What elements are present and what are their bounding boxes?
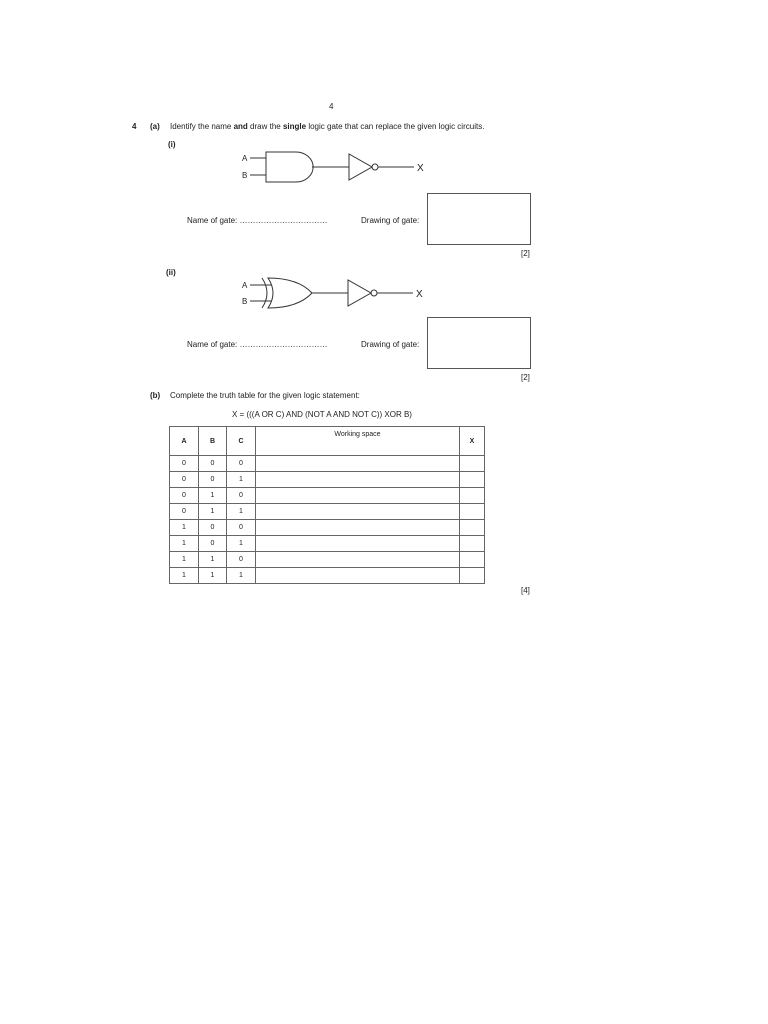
table-row (170, 536, 485, 552)
cell-a: 0 (170, 504, 199, 520)
cell-a: 1 (170, 568, 199, 584)
cell-x[interactable] (460, 552, 485, 568)
cell-c: 1 (227, 568, 256, 584)
not-gate-symbol (349, 154, 372, 180)
truth-table-header-row (170, 427, 485, 456)
cell-a: 0 (170, 488, 199, 504)
cell-c: 0 (227, 552, 256, 568)
name-of-gate-ii: Name of gate: …………………………… (187, 340, 328, 349)
drawing-box-ii[interactable] (427, 317, 531, 369)
cell-b: 1 (199, 504, 227, 520)
cell-working[interactable] (256, 568, 460, 584)
part-b-label: (b) (150, 391, 161, 400)
cell-working[interactable] (256, 472, 460, 488)
cell-b: 0 (199, 536, 227, 552)
cell-working[interactable] (256, 520, 460, 536)
cell-x[interactable] (460, 536, 485, 552)
question-number: 4 (132, 122, 137, 131)
circuit-i-diagram (238, 148, 478, 198)
sub-i-label: (i) (168, 140, 176, 149)
cell-working[interactable] (256, 552, 460, 568)
header-b: B (199, 427, 227, 456)
table-row (170, 456, 485, 472)
table-row (170, 504, 485, 520)
and-gate-symbol (266, 152, 313, 182)
cell-c: 0 (227, 488, 256, 504)
marks-b: [4] (521, 586, 530, 595)
table-row (170, 568, 485, 584)
truth-table (169, 426, 485, 584)
circuit-i-input-b-label: B (242, 171, 248, 180)
header-c: C (227, 427, 256, 456)
circuit-i-input-a-label: A (242, 154, 248, 163)
circuit-ii-input-a-label: A (242, 281, 248, 290)
cell-b: 1 (199, 488, 227, 504)
table-row (170, 552, 485, 568)
header-a: A (170, 427, 199, 456)
circuit-ii-input-b-label: B (242, 297, 248, 306)
cell-x[interactable] (460, 568, 485, 584)
header-x: X (460, 427, 485, 456)
cell-working[interactable] (256, 536, 460, 552)
cell-x[interactable] (460, 456, 485, 472)
header-working-space: Working space (256, 427, 460, 456)
name-of-gate-i: Name of gate: …………………………… (187, 216, 328, 225)
cell-a: 1 (170, 520, 199, 536)
drawing-of-gate-i-label: Drawing of gate: (361, 216, 420, 225)
marks-i: [2] (521, 249, 530, 258)
cell-x[interactable] (460, 520, 485, 536)
cell-b: 0 (199, 472, 227, 488)
cell-a: 0 (170, 456, 199, 472)
cell-c: 0 (227, 456, 256, 472)
drawing-box-i[interactable] (427, 193, 531, 245)
cell-c: 1 (227, 536, 256, 552)
table-row (170, 488, 485, 504)
part-b-instruction: Complete the truth table for the given logic statement: (170, 391, 360, 400)
part-a-instruction: Identify the name and draw the single logic gate that can replace the given logic circuits. (170, 122, 485, 131)
cell-b: 0 (199, 520, 227, 536)
cell-b: 0 (199, 456, 227, 472)
table-row (170, 520, 485, 536)
cell-a: 1 (170, 552, 199, 568)
or-gate-symbol (268, 278, 312, 308)
circuit-ii-output-label: X (416, 289, 423, 300)
cell-working[interactable] (256, 456, 460, 472)
cell-c: 1 (227, 472, 256, 488)
cell-x[interactable] (460, 504, 485, 520)
marks-ii: [2] (521, 373, 530, 382)
drawing-of-gate-ii-label: Drawing of gate: (361, 340, 420, 349)
cell-b: 1 (199, 568, 227, 584)
cell-working[interactable] (256, 504, 460, 520)
table-row (170, 472, 485, 488)
part-a-label: (a) (150, 122, 160, 131)
cell-a: 1 (170, 536, 199, 552)
cell-c: 1 (227, 504, 256, 520)
cell-c: 0 (227, 520, 256, 536)
logic-statement: X = (((A OR C) AND (NOT A AND NOT C)) XOR B) (232, 410, 412, 419)
cell-x[interactable] (460, 488, 485, 504)
cell-x[interactable] (460, 472, 485, 488)
or-gate-back-curve (262, 278, 267, 308)
not-gate-symbol (348, 280, 371, 306)
cell-b: 1 (199, 552, 227, 568)
cell-a: 0 (170, 472, 199, 488)
cell-working[interactable] (256, 488, 460, 504)
circuit-i-output-label: X (417, 163, 424, 174)
sub-ii-label: (ii) (166, 268, 176, 277)
page-number: 4 (329, 102, 334, 111)
